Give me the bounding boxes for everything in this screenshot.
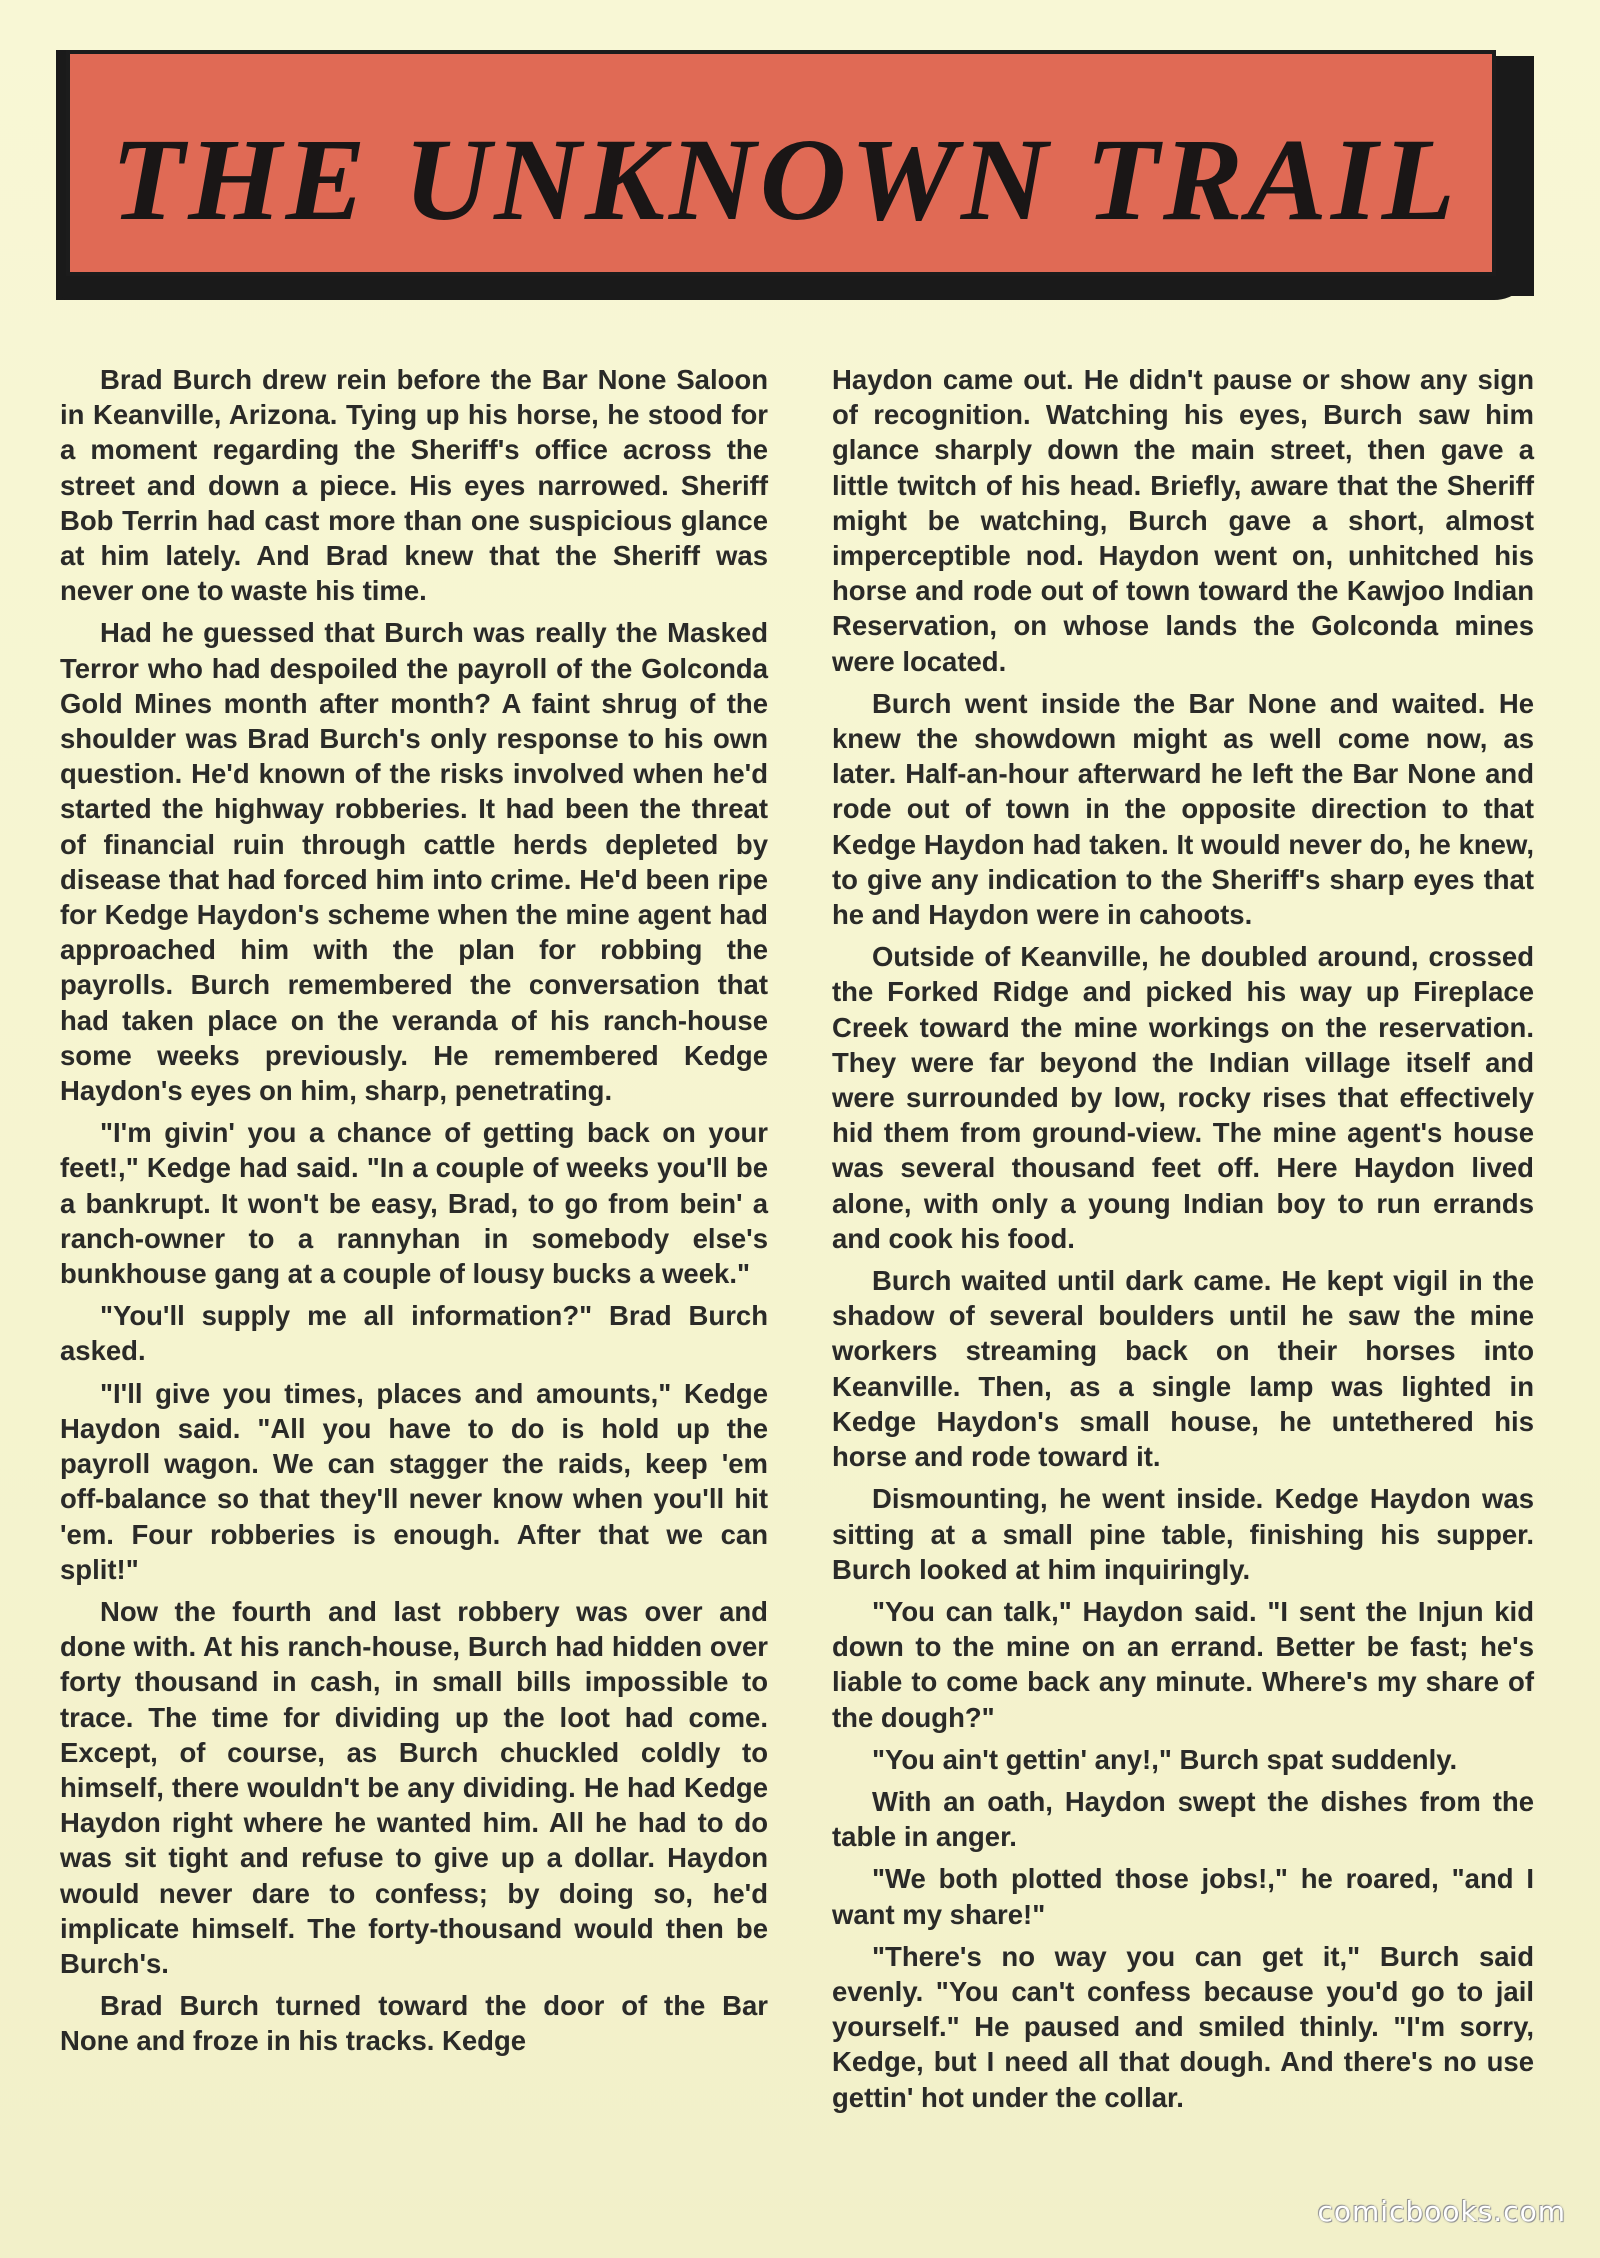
paragraph: "You'll supply me all information?" Brad Burch asked.: [60, 1300, 768, 1367]
paragraph: "There's no way you can get it," Burch said evenly. "You can't confess because you'd go to jail yourself." He paused and smiled thinly. "I'm sorry, Kedge, but I need all that dough. And there's no use gettin' hot under the collar.: [832, 1940, 1534, 2113]
title-banner: [56, 50, 1534, 312]
paragraph: Brad Burch turned toward the door of the Bar None and froze in his tracks. Kedge: [60, 1990, 768, 2057]
banner-panel: [66, 50, 1496, 276]
paragraph: Burch waited until dark came. He kept vigil in the shadow of several boulders until he saw the mine workers streaming back on their horses into Keanville. Then, as a single lamp was lighted in Kedge Haydon's small house, he untethered his horse and rode toward it.: [832, 1265, 1534, 1473]
paragraph: "You ain't gettin' any!," Burch spat suddenly.: [872, 1743, 1458, 1775]
paragraph: Dismounting, he went inside. Kedge Haydon was sitting at a small pine table, finishing his supper. Burch looked at him inquiringly.: [832, 1483, 1534, 1585]
paragraph: Had he guessed that Burch was really the Masked Terror who had despoiled the payroll of the Golconda Gold Mines month after month? A faint shrug of the shoulder was Brad Burch's only response to his own question. He'd known of the risks involved when he'd started the highway robberies. It had been the threat of financial ruin through cattle herds depleted by disease that had forced him into crime. He'd been ripe for Kedge Haydon's scheme when the mine agent had approached him with the plan for robbing the payrolls. Burch remembered the conversation that had taken place on the veranda of his ranch-house some weeks previously. He remembered Kedge Haydon's eyes on him, sharp, penetrating.: [60, 617, 768, 1107]
left-column: [60, 362, 768, 2066]
paragraph: Burch went inside the Bar None and waited. He knew the showdown might as well come now, as later. Half-an-hour afterward he left the Bar None and rode out of town in the opposite direction to that Kedge Haydon had taken. It would never do, he knew, to give any indication to the Sheriff's sharp eyes that he and Haydon were in cahoots.: [832, 687, 1534, 931]
paragraph: Brad Burch drew rein before the Bar None Saloon in Keanville, Arizona. Tying up his horse, he stood for a moment regarding the Sheriff's office across the street and down a piece. His eyes narrowed. Sheriff Bob Terrin had cast more than one suspicious glance at him lately. And Brad knew that the Sheriff was never one to waste his time.: [60, 364, 768, 607]
paragraph: Now the fourth and last robbery was over and done with. At his ranch-house, Burch had hidden over forty thousand in cash, in small bills impossible to trace. The time for dividing up the loot had come. Except, of course, as Burch chuckled coldly to himself, there wouldn't be any dividing. He had Kedge Haydon right where he wanted him. All he had to do was sit tight and refuse to give up a dollar. Haydon would never dare to confess; by doing so, he'd implicate himself. The forty-thousand would then be Burch's.: [60, 1595, 768, 1979]
paragraph: Haydon came out. He didn't pause or show any sign of recognition. Watching his eyes, Burch saw him glance sharply down the main street, then gave a little twitch of his head. Briefly, aware that the Sheriff might be watching, Burch gave a short, almost imperceptible nod. Haydon went on, unhitched his horse and rode out of town toward the Kawjoo Indian Reservation, on whose lands the Golconda mines were located.: [832, 364, 1534, 677]
paragraph: "We both plotted those jobs!," he roared, "and I want my share!": [832, 1863, 1534, 1930]
banner-shadow-right: [1496, 56, 1534, 296]
paragraph: "You can talk," Haydon said. "I sent the Injun kid down to the mine on an errand. Better be fast; he's liable to come back any minute. Where's my share of the dough?": [832, 1595, 1534, 1733]
paragraph: "I'll give you times, places and amounts," Kedge Haydon said. "All you have to do is hold up the payroll wagon. We can stagger the raids, keep 'em off-balance so that they'll never know when you'll hit 'em. Four robberies is enough. After that we can split!": [60, 1377, 768, 1585]
right-column: [832, 362, 1534, 2122]
paragraph: "I'm givin' you a chance of getting back on your feet!," Kedge had said. "In a couple of weeks you'll be a bankrupt. It won't be easy, Brad, to go from bein' a ranch-owner to a rannyhan in somebody else's bunkhouse gang at a couple of lousy bucks a week.": [60, 1117, 768, 1290]
paragraph: With an oath, Haydon swept the dishes from the table in anger.: [832, 1785, 1534, 1853]
paragraph: Outside of Keanville, he doubled around, crossed the Forked Ridge and picked his way up Fireplace Creek toward the mine workings on the reservation. They were far beyond the Indian village itself and were surrounded by low, rocky rises that effectively hid them from ground-view. The mine agent's house was several thousand feet off. Here Haydon lived alone, with only a young Indian boy to run errands and cook his food.: [832, 941, 1534, 1254]
story-title: THE UNKNOWN TRAIL: [110, 114, 1460, 245]
site-watermark: comicbooks.com: [1317, 2195, 1566, 2228]
